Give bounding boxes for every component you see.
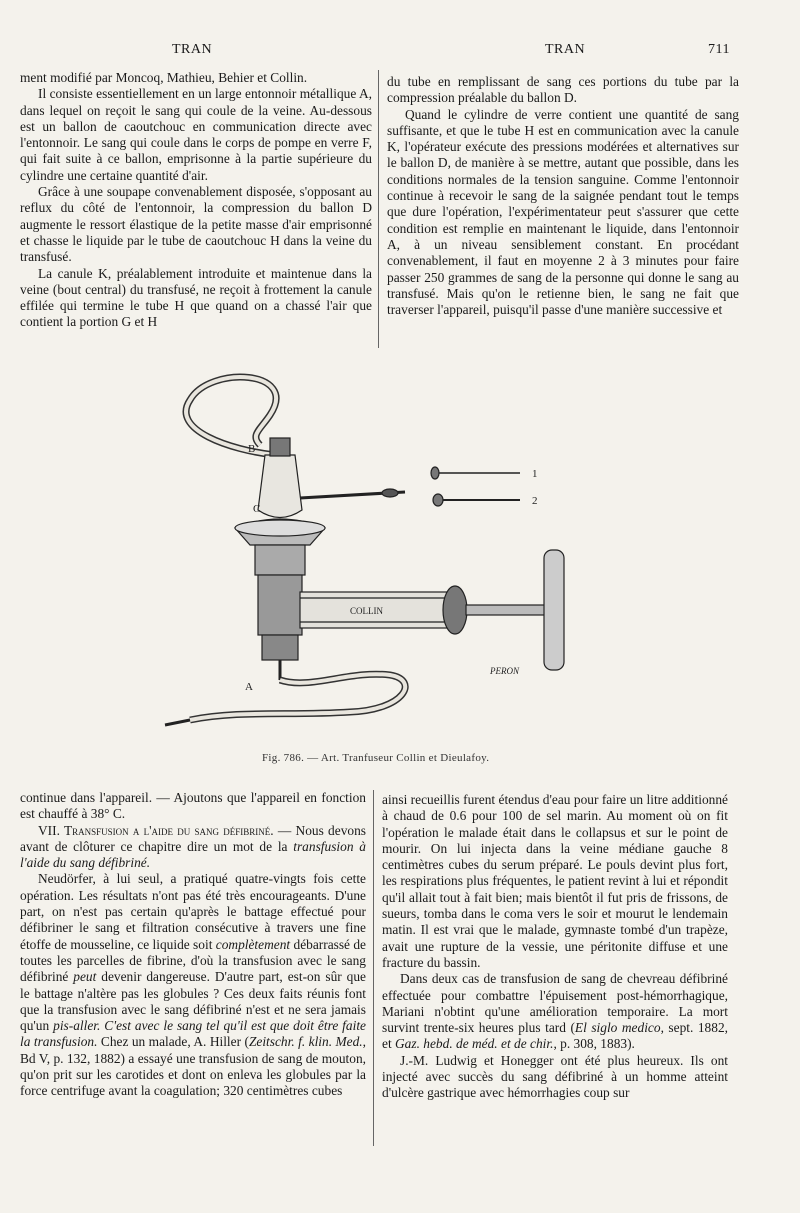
figure-label-collin: COLLIN — [350, 606, 383, 616]
column-bottom-left — [20, 790, 366, 1100]
column-divider — [378, 70, 379, 348]
page-number: 711 — [708, 42, 730, 57]
section-heading: VII. Transfusion a l'aide du sang défibriné. — — [38, 822, 292, 838]
engraver-signature: PERON — [490, 666, 519, 676]
paragraph: Neudörfer, à lui seul, a pratiqué quatre-vingts fois cette opération. Les résultats n'ont pas été très encourageants. D'une part, on n'est pas certain qu'après le battage effectué pour défibriner le sang et filtration consécutive à travers une fine étoffe de mousseline, ce liquide soit complètement débarrassé de toutes les parcelles de fibrine, d'où la transfusion avec le sang défibriné peut devenir dangereuse. D'autre part, est-on sûr que le battage n'altère pas les globules ? Ces deux faits réunis font que la transfusion avec le sang défibriné n'est et ne sera jamais qu'un pis-aller. C'est avec le sang tel qu'il est que doit être faite la transfusion. Chez un malade, A. Hiller (Zeitschr. f. klin. Med., Bd V, p. 132, 1882) a essayé une transfusion de sang de mouton, qu'on prit sur les carotides et dont on enleva les globules par la force centrifuge avant la coagulation; 320 centimètres cubes — [20, 871, 366, 1099]
running-header-left: TRAN — [172, 42, 213, 57]
figure-label-b: B — [248, 443, 256, 455]
column-bottom-right — [382, 792, 728, 1102]
figure-label-2: 2 — [532, 495, 538, 507]
paragraph: Dans deux cas de transfusion de sang de chevreau défibriné effectuée pour combattre l'épuisement post-hémorrhagique, Mariani n'obtint qu'une amélioration temporaire. La mort survint trente-six heures plus tard (El siglo medico, sept. 1882, et Gaz. hebd. de méd. et de chir., p. 308, 1883). — [382, 971, 728, 1052]
paragraph: du tube en remplissant de sang ces portions du tube par la compression préalable du ballon D. — [387, 74, 739, 106]
figure-label-c: C — [253, 503, 261, 515]
running-header-center: TRAN — [545, 42, 586, 57]
paragraph: J.-M. Ludwig et Honegger ont été plus heureux. Ils ont injecté avec succès du sang défibriné à un homme atteint d'ulcère gastrique avec hémorrhagies coup sur — [382, 1052, 728, 1101]
column-top-right — [387, 74, 739, 318]
paragraph: La canule K, préalablement introduite et maintenue dans la veine (bout central) du transfusé, ne reçoit à frottement la canule effilée qui termine le tube H que quand on a chassé l'air que contient la portion G et H — [20, 265, 372, 330]
column-top-left — [20, 70, 372, 331]
figure-caption: Fig. 786. — Art. Tranfuseur Collin et Dieulafoy. — [262, 752, 490, 764]
paragraph: Il consiste essentiellement en un large entonnoir métallique A, dans lequel on reçoit le sang qui coule de la veine. Au-dessous est un ballon de caoutchouc en communication directe avec l'entonnoir. Le sang qui coule dans le corps de pompe en verre F, qui fait suite à ce ballon, emprisonne à la partie supérieure du cylindre une certaine quantité d'air. — [20, 86, 372, 183]
paragraph: continue dans l'appareil. — Ajoutons que l'appareil en fonction est chauffé à 38° C. — [20, 790, 366, 822]
figure-label-1: 1 — [532, 468, 538, 480]
paragraph: Quand le cylindre de verre contient une quantité de sang suffisante, et que le tube H est en communication avec la canule K, l'opérateur exécute des pressions modérées et alternatives sur le ballon D, de manière à se mettre, autant que possible, dans les conditions normales de la tension sanguine. Comme l'entonnoir continue à recevoir le sang de la saignée pendant tout le temps que dure l'opération, l'expérimentateur peut s'assurer que cette condition est remplie en maintenant le liquide, dans l'entonnoir A, à un niveau sensiblement constant. En procédant convenablement, il faut en moyenne 2 à 3 minutes pour faire passer 250 grammes de sang de la personne qui donne le sang au transfusé. Mais qu'on le retienne bien, le sang ne fait que traverser l'appareil, puisqu'il passe d'une manière successive et — [387, 106, 739, 318]
transfusion-apparatus-illustration — [150, 360, 750, 755]
section-paragraph: VII. Transfusion a l'aide du sang défibriné. — Nous devons avant de clôturer ce chapitre dire un mot de la transfusion à l'aide du sang défibriné. — [20, 822, 366, 871]
paragraph: Grâce à une soupape convenablement disposée, s'opposant au reflux du côté de l'entonnoir, la compression du ballon D augmente le ressort élastique de la petite masse d'air emprisonné et chasse le liquide par le tube de caoutchouc H dans la veine du transfusé. — [20, 184, 372, 265]
figure-label-a: A — [245, 681, 253, 693]
paragraph: ment modifié par Moncoq, Mathieu, Behier et Collin. — [20, 70, 308, 85]
column-divider — [373, 790, 374, 1146]
paragraph: ainsi recueillis furent étendus d'eau pour faire un litre additionné à chaud de 0.6 pour 100 de sel marin. Au moment où on fit l'opération le malade était dans le collapsus et sur le point de mourir. On lui injecta dans la veine médiane gauche 8 centimètres cubes du serum préparé. Le pouls devint plus fort, les respirations plus fréquentes, le patient revint à lui et répondit qu'il allait tout à fait bien; mais bientôt il fut pris de frissons, de sueurs, tomba dans le coma vers le soir et mourut le lendemain matin. Il est vrai que le malade, gymnaste tombé d'un trapèze, avait une rupture de la vessie, une péritonite diffuse et une fracture du bassin. — [382, 792, 728, 970]
